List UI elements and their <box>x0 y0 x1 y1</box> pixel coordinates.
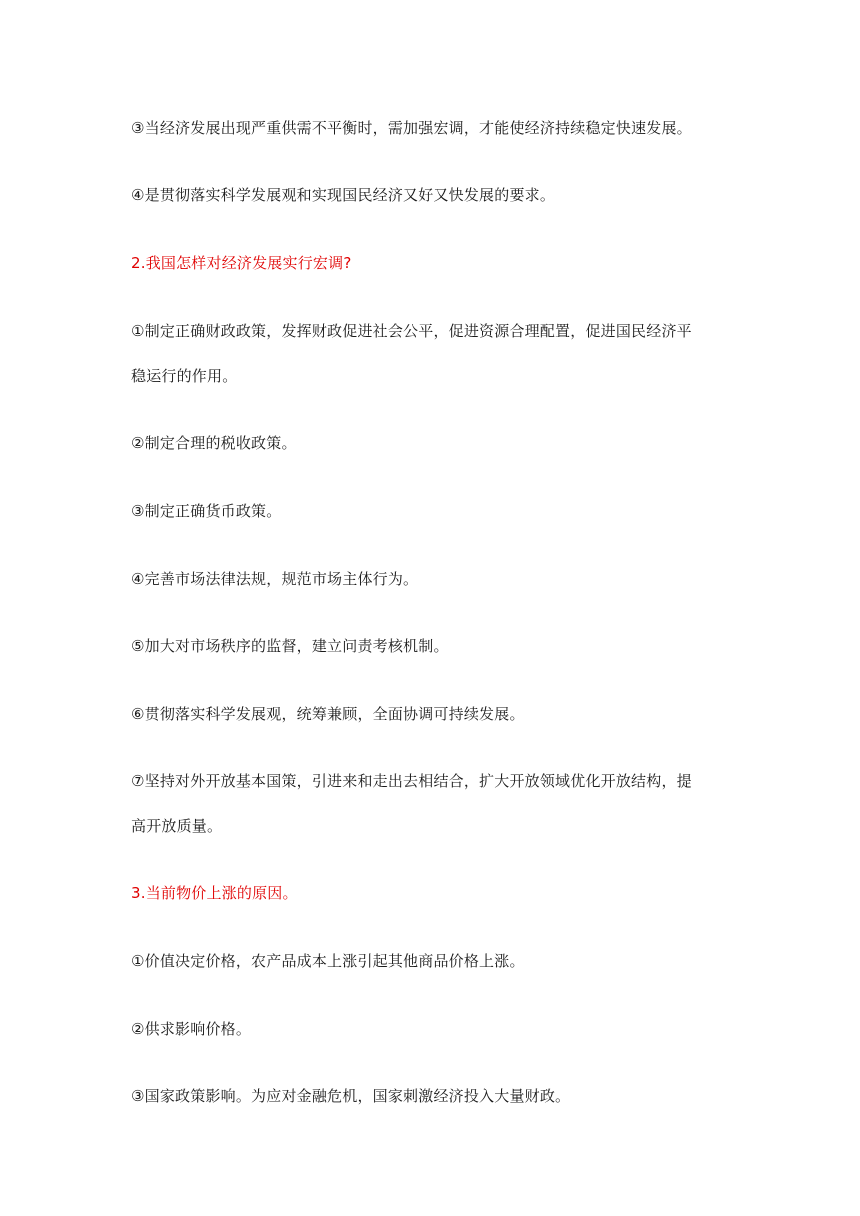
section1-item-4: ④是贯彻落实科学发展观和实现国民经济又好又快发展的要求。 <box>131 186 556 204</box>
section2-item-6: ⑥贯彻落实科学发展观，统筹兼顾，全面协调可持续发展。 <box>131 705 525 723</box>
section2-item-3: ③制定正确货币政策。 <box>131 502 282 520</box>
section2-item-7-line-2: 高开放质量。 <box>131 817 223 835</box>
section2-item-1-line-2: 稳运行的作用。 <box>131 367 238 385</box>
section3-item-3: ③国家政策影响。为应对金融危机，国家刺激经济投入大量财政。 <box>131 1087 571 1105</box>
section2-heading: 2.我国怎样对经济发展实行宏调? <box>131 254 352 272</box>
section2-item-1-line-1: ①制定正确财政政策，发挥财政促进社会公平，促进资源合理配置，促进国民经济平 <box>131 322 692 340</box>
section3-item-2: ②供求影响价格。 <box>131 1020 252 1038</box>
section2-item-7-line-1: ⑦坚持对外开放基本国策，引进来和走出去相结合，扩大开放领域优化开放结构，提 <box>131 772 692 790</box>
section2-item-5: ⑤加大对市场秩序的监督，建立问责考核机制。 <box>131 637 449 655</box>
section3-heading: 3.当前物价上涨的原因。 <box>131 884 298 902</box>
section1-item-3: ③当经济发展出现严重供需不平衡时，需加强宏调，才能使经济持续稳定快速发展。 <box>131 119 692 137</box>
section3-item-1: ①价值决定价格，农产品成本上涨引起其他商品价格上涨。 <box>131 952 525 970</box>
section2-item-2: ②制定合理的税收政策。 <box>131 434 297 452</box>
section2-item-4: ④完善市场法律法规，规范市场主体行为。 <box>131 570 419 588</box>
